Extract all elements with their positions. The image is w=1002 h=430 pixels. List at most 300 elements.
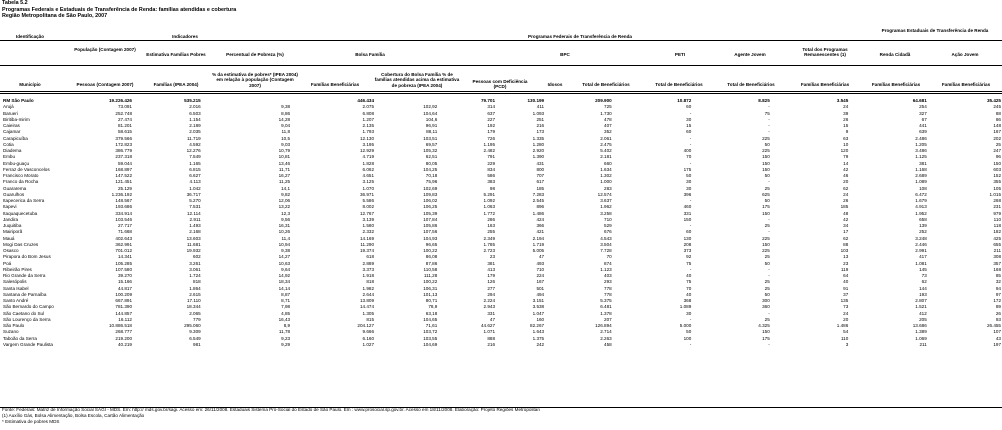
- value-cell: 175: [683, 166, 692, 172]
- header-rule-1: [0, 40, 1002, 41]
- value-cell: 402.643: [115, 235, 132, 241]
- value-cell: 2.482: [483, 148, 496, 153]
- value-cell: 818: [366, 279, 375, 285]
- value-cell: 2.714: [600, 329, 612, 335]
- municipio-cell: Suzano: [3, 329, 19, 335]
- value-cell: 268: [993, 198, 1001, 203]
- value-cell: 70,18: [425, 173, 438, 178]
- value-cell: 175: [762, 335, 770, 341]
- value-cell: 6.062: [362, 166, 375, 172]
- value-cell: 104,65: [423, 316, 438, 322]
- value-cell: 89: [995, 304, 1001, 310]
- value-cell: 100,22: [423, 279, 438, 285]
- value-cell: 87,86: [425, 260, 438, 266]
- value-cell: 96,91: [425, 123, 438, 128]
- value-cell: 81.201: [117, 123, 132, 128]
- value-cell: 3.195: [362, 141, 375, 147]
- value-cell: 5.291: [483, 191, 496, 197]
- value-cell: 255: [487, 229, 496, 235]
- municipio-cell: Rio Grande da Serra: [3, 273, 46, 278]
- municipio-cell: Embu-guaçu: [3, 160, 30, 166]
- value-cell: 10,81: [278, 154, 291, 160]
- value-cell: 79.701: [480, 98, 496, 103]
- value-cell: 25: [764, 285, 770, 291]
- value-cell: 163: [487, 223, 496, 228]
- value-cell: 1.785: [483, 241, 496, 247]
- value-cell: 12.929: [359, 148, 375, 153]
- value-cell: 3.373: [362, 266, 375, 272]
- value-cell: 441: [919, 123, 927, 128]
- value-cell: 104,64: [423, 110, 438, 116]
- value-cell: 147.522: [115, 173, 132, 178]
- value-cell: 27.717: [117, 223, 132, 228]
- value-cell: 14,28: [278, 116, 291, 122]
- value-cell: 14,92: [278, 273, 291, 278]
- value-cell: 1.679: [915, 198, 927, 203]
- value-cell: 14: [843, 160, 849, 166]
- value-cell: 225: [762, 135, 770, 141]
- value-cell: 209.900: [595, 98, 612, 103]
- value-cell: 676: [604, 229, 612, 235]
- subheader-familias-ipea: Famílias (IPEA 2004): [153, 82, 199, 87]
- value-cell: 227: [487, 116, 496, 122]
- municipio-cell: São Paulo: [3, 323, 25, 328]
- value-cell: 1.730: [600, 110, 612, 116]
- value-cell: 2.016: [189, 104, 201, 110]
- value-cell: 69,57: [425, 141, 438, 147]
- value-cell: 1.071: [483, 329, 496, 335]
- value-cell: 1.042: [189, 185, 201, 191]
- value-cell: 1.089: [679, 304, 692, 310]
- value-cell: 8,86: [281, 110, 291, 116]
- value-cell: 150: [993, 160, 1001, 166]
- value-cell: 5.005: [532, 248, 545, 253]
- footer-source: Fonte: Federais: Matriz de Informação Social SAGI - MDS. Em: http:// mds.gov.br/sagi. Acesso em: 26/11/2008. Estaduais Sistema Pró-Social do Estado de São Paulo. Em : www.prosocial.sp.gov.br. Acesso em 18/11/2008. Elaboração: Projeto Regiões Metropolitan: [2, 407, 540, 412]
- subheader-pessoas: Pessoas (Contagem 2007): [76, 82, 134, 87]
- value-cell: 82.267: [530, 323, 545, 328]
- value-cell: 660: [604, 160, 612, 166]
- value-cell: 888: [487, 335, 496, 341]
- value-cell: 105,32: [423, 148, 438, 153]
- value-cell: 1.154: [189, 116, 201, 122]
- value-cell: 97: [995, 291, 1001, 297]
- value-cell: 50: [764, 291, 770, 297]
- subheader-agente-total: Total de Beneficiários: [727, 82, 775, 87]
- value-cell: 24: [843, 104, 849, 110]
- value-cell: 26: [995, 310, 1001, 316]
- value-cell: 105,39: [423, 210, 438, 216]
- municipio-cell: Guararema: [3, 185, 27, 191]
- value-cell: 602: [193, 254, 201, 260]
- value-cell: -: [768, 310, 770, 316]
- table-title: Programas Federais e Estaduais de Transferência de Renda: famílias atendidas e cobertura: [2, 6, 237, 13]
- value-cell: 50: [764, 198, 770, 203]
- municipio-cell: Salesópolis: [3, 279, 27, 285]
- value-cell: 43: [995, 335, 1001, 341]
- value-cell: 2.224: [483, 298, 496, 303]
- value-cell: 9: [845, 129, 849, 135]
- value-cell: 7.549: [189, 154, 201, 160]
- value-cell: 104,69: [423, 341, 438, 347]
- value-cell: 3.261: [189, 260, 201, 266]
- value-cell: 47: [489, 316, 496, 322]
- header-percentual: Percentual de Pobreza (%): [226, 52, 284, 57]
- value-cell: 1.719: [532, 241, 545, 247]
- value-cell: 2.135: [362, 123, 375, 128]
- value-cell: 14.341: [117, 254, 132, 260]
- value-cell: 411: [536, 104, 545, 110]
- value-cell: 14,1: [281, 185, 291, 191]
- value-cell: -: [768, 216, 770, 222]
- value-cell: 54: [843, 329, 849, 335]
- value-cell: 4.325: [758, 323, 770, 328]
- value-cell: 93: [995, 316, 1001, 322]
- footer-note-2: * Estimativa de pobres MDS: [2, 419, 60, 424]
- value-cell: 2.194: [532, 235, 545, 241]
- value-cell: 36.971: [359, 191, 375, 197]
- value-cell: 9,29: [281, 341, 291, 347]
- value-cell: 10,26: [278, 229, 291, 235]
- value-cell: 216: [487, 341, 496, 347]
- value-cell: 1.280: [532, 141, 545, 147]
- value-cell: 179: [487, 273, 496, 278]
- municipio-cell: Mauá: [3, 235, 15, 241]
- value-cell: 26.455: [986, 323, 1001, 328]
- value-cell: 373: [683, 248, 692, 253]
- value-cell: 211: [993, 248, 1001, 253]
- value-cell: 168: [993, 266, 1001, 272]
- value-cell: 102,92: [423, 104, 438, 110]
- value-cell: 119: [840, 266, 849, 272]
- value-cell: 15: [686, 123, 692, 128]
- value-cell: 73.091: [117, 104, 132, 110]
- value-cell: 10,63: [278, 260, 291, 266]
- value-cell: 103.546: [115, 216, 132, 222]
- value-cell: 655: [993, 241, 1001, 247]
- value-cell: 3.486: [915, 148, 927, 153]
- value-cell: 460: [683, 204, 692, 210]
- value-cell: 15: [843, 123, 849, 128]
- value-cell: 98: [489, 185, 496, 191]
- value-cell: 9.666: [362, 329, 375, 335]
- value-cell: 150: [762, 329, 770, 335]
- value-cell: 80,05: [425, 160, 438, 166]
- municipio-cell: Francisco Morato: [3, 173, 39, 178]
- value-cell: 103,51: [423, 135, 438, 141]
- value-cell: 105,86: [423, 223, 438, 228]
- value-cell: 14.474: [359, 304, 375, 310]
- value-cell: 109,83: [423, 191, 438, 197]
- value-cell: 2.189: [189, 123, 201, 128]
- value-cell: 701.012: [115, 248, 132, 253]
- header-populacao: População (Contagem 2007): [74, 47, 136, 52]
- value-cell: 63: [843, 135, 849, 141]
- table-title-block: [2, 0, 236, 20]
- value-cell: 431: [536, 160, 545, 166]
- value-cell: 25: [995, 141, 1001, 147]
- value-cell: 175: [762, 204, 770, 210]
- value-cell: 120: [840, 148, 849, 153]
- value-cell: 6.627: [189, 173, 201, 178]
- value-cell: 2.545: [532, 198, 545, 203]
- header-bolsa-familia: Bolsa Família: [355, 52, 385, 57]
- value-cell: 193.686: [115, 204, 132, 210]
- value-cell: 101,13: [423, 291, 438, 297]
- value-cell: 254: [919, 104, 927, 110]
- value-cell: 1.634: [600, 166, 612, 172]
- value-cell: 6.503: [189, 110, 201, 116]
- municipio-cell: Carapicuíba: [3, 135, 28, 141]
- value-cell: 1.793: [362, 129, 375, 135]
- value-cell: 26: [843, 116, 849, 122]
- value-cell: 63,18: [425, 310, 438, 316]
- municipio-cell: Osasco: [3, 248, 19, 253]
- value-cell: 30: [686, 179, 692, 185]
- value-cell: 145: [919, 266, 927, 272]
- value-cell: 107.580: [115, 266, 132, 272]
- value-cell: 9,38: [281, 104, 291, 110]
- value-cell: 12.130: [359, 135, 375, 141]
- value-cell: 386.779: [115, 148, 132, 153]
- value-cell: -: [768, 129, 770, 135]
- value-cell: 1.125: [915, 154, 927, 160]
- value-cell: 104,93: [423, 235, 438, 241]
- value-cell: 2.332: [362, 229, 375, 235]
- value-cell: -: [689, 266, 692, 272]
- value-cell: 360: [762, 304, 770, 310]
- value-cell: 6.160: [362, 335, 375, 341]
- value-cell: 70: [686, 154, 692, 160]
- value-cell: 192: [487, 123, 496, 128]
- value-cell: 2.644: [362, 291, 375, 297]
- value-cell: 150: [683, 216, 692, 222]
- municipio-cell: Cotia: [3, 141, 14, 147]
- value-cell: 1.165: [189, 160, 201, 166]
- value-cell: 242: [536, 341, 545, 347]
- value-cell: 535.215: [184, 98, 201, 103]
- value-cell: 46: [843, 173, 849, 178]
- value-cell: 20: [843, 316, 849, 322]
- value-cell: 71,61: [425, 323, 438, 328]
- value-cell: 73: [843, 304, 849, 310]
- value-cell: -: [689, 223, 692, 228]
- subheader-total-prog-fam: Famílias Beneficiárias: [800, 82, 850, 87]
- value-cell: 110: [840, 335, 849, 341]
- value-cell: -: [768, 341, 770, 347]
- value-cell: 1.580: [362, 223, 375, 228]
- value-cell: 1.205: [915, 141, 927, 147]
- value-cell: 4.543: [600, 235, 612, 241]
- value-cell: 1.168: [915, 166, 927, 172]
- value-cell: 2.181: [600, 154, 612, 160]
- value-cell: 208: [683, 241, 692, 247]
- table-subtitle: Região Metropolitana de São Paulo, 2007: [2, 13, 108, 20]
- value-cell: 79: [843, 154, 849, 160]
- value-cell: 2.920: [532, 148, 545, 153]
- value-cell: 5.586: [362, 198, 375, 203]
- value-cell: 300: [762, 298, 770, 303]
- municipio-cell: Ferraz de Vasconcelos: [3, 166, 50, 172]
- value-cell: 160: [536, 316, 545, 322]
- value-cell: 529: [604, 223, 612, 228]
- value-cell: 225: [762, 235, 770, 241]
- value-cell: 11,25: [278, 179, 291, 185]
- value-cell: 139: [919, 223, 927, 228]
- value-cell: 9,38: [281, 248, 291, 253]
- value-cell: 4.592: [189, 141, 201, 147]
- municipio-cell: Mairiporã: [3, 229, 23, 235]
- municipio-cell: Arujá: [3, 104, 14, 110]
- value-cell: 3.504: [600, 241, 612, 247]
- value-cell: 44.817: [117, 285, 132, 291]
- value-cell: 25.129: [117, 185, 132, 191]
- value-cell: 2.349: [483, 235, 496, 241]
- value-cell: 7.531: [189, 204, 201, 210]
- value-cell: 216: [536, 123, 545, 128]
- value-cell: 494: [536, 291, 545, 297]
- value-cell: 3.248: [915, 235, 927, 241]
- value-cell: 9,82: [281, 191, 291, 197]
- value-cell: 818: [193, 279, 201, 285]
- value-cell: 75: [686, 279, 692, 285]
- value-cell: 1.236.192: [111, 191, 132, 197]
- value-cell: 458: [604, 341, 612, 347]
- value-cell: 1.069: [915, 335, 927, 341]
- value-cell: 800: [536, 166, 545, 172]
- value-cell: 2.168: [189, 229, 201, 235]
- value-cell: 96: [995, 154, 1001, 160]
- value-cell: 185: [840, 204, 849, 210]
- value-cell: 73: [921, 273, 927, 278]
- value-cell: 25: [764, 254, 770, 260]
- value-cell: 2.943: [483, 304, 496, 310]
- value-cell: 15.166: [117, 279, 132, 285]
- header-municipio: Município: [19, 82, 41, 87]
- value-cell: 357: [993, 260, 1001, 266]
- value-cell: 60: [686, 104, 692, 110]
- value-cell: 126: [487, 279, 496, 285]
- value-cell: 75: [764, 110, 770, 116]
- value-cell: 62: [843, 185, 849, 191]
- value-cell: 1.305: [362, 310, 375, 316]
- value-cell: 86,08: [425, 254, 438, 260]
- value-cell: 50: [686, 173, 692, 178]
- value-cell: 815: [366, 316, 375, 322]
- value-cell: 9,03: [281, 141, 291, 147]
- municipio-cell: Santa Isabel: [3, 285, 29, 291]
- value-cell: 1.390: [532, 154, 545, 160]
- value-cell: 96,65: [425, 241, 438, 247]
- value-cell: 12,3: [281, 210, 291, 216]
- value-cell: 283: [604, 185, 612, 191]
- header-renda-cidada: Renda Cidadã: [879, 52, 911, 57]
- value-cell: 1.027: [362, 341, 375, 347]
- value-cell: 11,78: [278, 329, 291, 335]
- municipio-cell: Itapevi: [3, 204, 17, 210]
- value-cell: 2.615: [189, 291, 201, 297]
- value-cell: 6.815: [189, 166, 201, 172]
- value-cell: 85: [995, 273, 1001, 278]
- value-cell: 172: [993, 298, 1001, 303]
- value-cell: 75: [686, 260, 692, 266]
- municipio-cell: Vargem Grande Paulista: [3, 341, 53, 347]
- municipio-cell: Franco da Rocha: [3, 179, 39, 185]
- value-cell: 60: [686, 129, 692, 135]
- footer-note-1: (1) Auxílio Gás, Bolsa Alimentação, Bolsa Escola, Cartão Alimentação: [2, 413, 145, 418]
- value-cell: 1.864: [189, 285, 201, 291]
- value-cell: 32: [995, 279, 1001, 285]
- municipio-cell: Itapecerica da Serra: [3, 198, 45, 203]
- value-cell: 224: [536, 273, 545, 278]
- subheader-idosos: Idosos: [547, 82, 563, 87]
- value-cell: 86: [995, 116, 1001, 122]
- value-cell: 3: [845, 341, 849, 347]
- value-cell: 167: [536, 279, 545, 285]
- municipio-cell: Itaquaquecetuba: [3, 210, 38, 216]
- value-cell: 381: [919, 160, 927, 166]
- value-cell: 152: [993, 173, 1001, 178]
- value-cell: 308: [993, 254, 1001, 260]
- value-cell: 407: [604, 123, 612, 128]
- value-cell: 1.493: [189, 223, 201, 228]
- subheader-familias-benef: Famílias Beneficiárias: [310, 82, 360, 87]
- value-cell: 896: [536, 204, 545, 210]
- value-cell: 6.549: [189, 335, 201, 341]
- value-cell: 12.276: [186, 148, 201, 153]
- subheader-peti-total: Total de Beneficiários: [655, 82, 703, 87]
- value-cell: 10,94: [278, 241, 291, 247]
- value-cell: 62: [921, 279, 927, 285]
- value-cell: 1.093: [532, 110, 545, 116]
- value-cell: 412: [919, 310, 927, 316]
- value-cell: 100.209: [115, 291, 132, 297]
- value-cell: -: [689, 316, 692, 322]
- value-cell: 13: [843, 254, 849, 260]
- municipio-cell: Santo André: [3, 298, 29, 303]
- value-cell: 148: [993, 123, 1001, 128]
- municipio-cell: Pirapora do Bom Jesus: [3, 254, 51, 260]
- value-cell: 71.668: [117, 229, 132, 235]
- value-cell: 211: [919, 341, 927, 347]
- value-cell: 4.913: [915, 204, 927, 210]
- header-peti: PETI: [674, 52, 686, 57]
- value-cell: 293: [604, 279, 612, 285]
- value-cell: 981: [193, 341, 201, 347]
- value-cell: 14,27: [278, 254, 291, 260]
- value-cell: 88: [843, 241, 849, 247]
- value-cell: 334.914: [115, 210, 132, 216]
- value-cell: 314: [487, 104, 496, 110]
- value-cell: 5.375: [600, 298, 612, 303]
- value-cell: 105: [993, 185, 1001, 191]
- value-cell: 2.035: [189, 129, 201, 135]
- municipio-cell: RM São Paulo: [3, 98, 34, 103]
- value-cell: 130: [683, 235, 692, 241]
- value-cell: 251: [536, 116, 545, 122]
- value-cell: 20: [843, 179, 849, 185]
- value-cell: 144: [919, 285, 927, 291]
- value-cell: 658: [919, 216, 927, 222]
- value-cell: 1.335: [532, 135, 545, 141]
- value-cell: 9,23: [281, 335, 291, 341]
- value-cell: 168.897: [115, 166, 132, 172]
- value-cell: 625: [762, 191, 770, 197]
- value-cell: 108: [919, 185, 927, 191]
- value-cell: 2.061: [600, 135, 612, 141]
- value-cell: 13.686: [912, 323, 927, 328]
- header-indicadores: Indicadores: [172, 34, 198, 39]
- value-cell: 16,43: [278, 316, 291, 322]
